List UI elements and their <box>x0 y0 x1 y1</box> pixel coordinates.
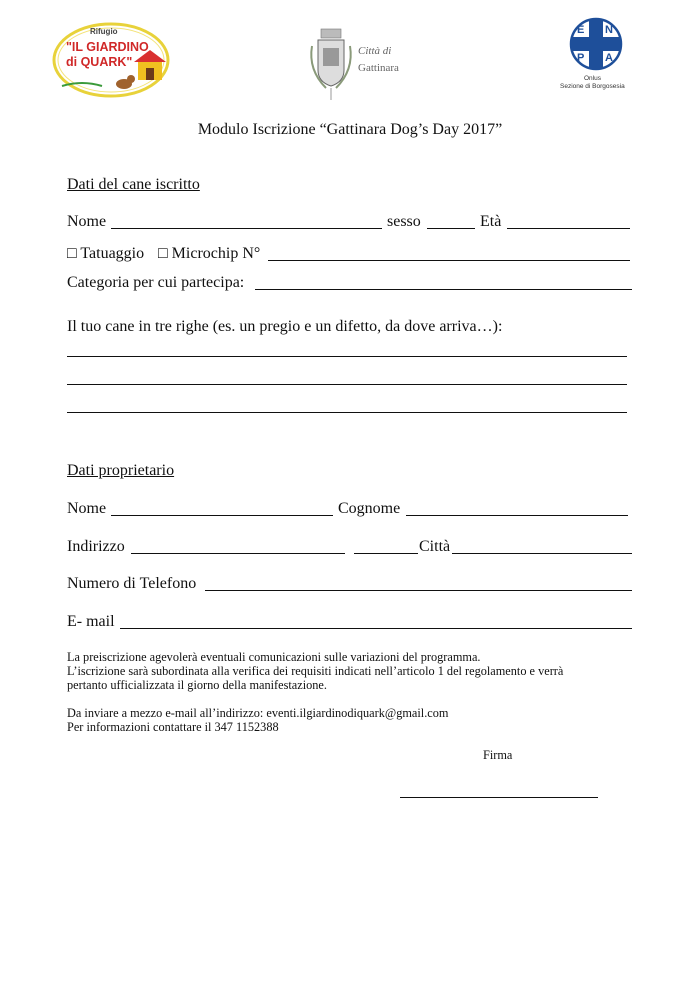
city-label: Città <box>419 538 451 555</box>
address-number-field[interactable] <box>354 553 418 554</box>
dog-section-heading: Dati del cane iscritto <box>67 176 200 193</box>
microchip-checkbox[interactable]: □ Microchip N° <box>158 245 261 262</box>
address-field[interactable] <box>131 553 345 554</box>
owner-section-heading: Dati proprietario <box>67 462 175 479</box>
tattoo-checkbox[interactable]: □ Tatuaggio <box>67 245 145 262</box>
email-field[interactable] <box>120 628 632 629</box>
enpa-letter-e: E <box>577 24 585 36</box>
enpa-onlus-label: Onlus <box>584 75 601 82</box>
note-preregistration: La preiscrizione agevolerà eventuali comunicazioni sulle variazioni del programma. <box>67 650 481 664</box>
owner-surname-field[interactable] <box>406 515 628 516</box>
enpa-letter-p: P <box>577 52 585 64</box>
signature-label: Firma <box>483 748 513 762</box>
email-label: E- mail <box>67 613 115 630</box>
dog-description-line-3[interactable] <box>67 412 627 413</box>
logo-left-small: Rifugio <box>90 27 118 36</box>
giardino-di-quark-logo <box>52 20 170 100</box>
dog-sex-label: sesso <box>387 213 421 230</box>
owner-surname-label: Cognome <box>338 500 401 517</box>
signature-field[interactable] <box>400 797 598 798</box>
enpa-letter-n: N <box>605 24 613 36</box>
dog-name-label: Nome <box>67 213 107 230</box>
phone-field[interactable] <box>205 590 632 591</box>
gattinara-coat-of-arms <box>306 26 356 106</box>
dog-age-field[interactable] <box>507 228 630 229</box>
category-field[interactable] <box>255 289 632 290</box>
city-name-line2: Gattinara <box>358 62 399 74</box>
coat-of-arms-graphic <box>306 26 356 106</box>
page-title: Modulo Iscrizione “Gattinara Dog’s Day 2017” <box>197 121 503 138</box>
city-name-line1: Città di <box>358 45 392 57</box>
dog-description-line-2[interactable] <box>67 384 627 385</box>
microchip-number-field[interactable] <box>268 260 630 261</box>
enpa-logo <box>558 16 638 96</box>
dog-sex-field[interactable] <box>427 228 475 229</box>
dog-name-field[interactable] <box>111 228 382 229</box>
note-official: pertanto ufficializzata il giorno della manifestazione. <box>67 678 327 692</box>
address-label: Indirizzo <box>67 538 125 555</box>
note-send-email: Da inviare a mezzo e-mail all’indirizzo: eventi.ilgiardinodiquark@gmail.com <box>67 706 449 720</box>
note-contact-phone: Per informazioni contattare il 347 1152388 <box>67 720 279 734</box>
dog-description-line-1[interactable] <box>67 356 627 357</box>
note-verification: L’iscrizione sarà subordinata alla verifica dei requisiti indicati nell’articolo 1 del regolamento e verrà <box>67 664 564 678</box>
owner-name-label: Nome <box>67 500 107 517</box>
enpa-cross-graphic <box>558 16 638 74</box>
logo-left-line1: "IL GIARDINO <box>66 40 149 54</box>
logo-left-line2: di QUARK" <box>66 55 133 69</box>
category-label: Categoria per cui partecipa: <box>67 274 245 291</box>
enpa-letter-a: A <box>605 52 613 64</box>
owner-name-field[interactable] <box>111 515 333 516</box>
dog-description-prompt: Il tuo cane in tre righe (es. un pregio e un difetto, da dove arriva…): <box>67 318 503 335</box>
phone-label: Numero di Telefono <box>67 575 197 592</box>
enpa-section-label: Sezione di Borgosesia <box>560 83 625 90</box>
dog-age-label: Età <box>480 213 502 230</box>
city-field[interactable] <box>452 553 632 554</box>
